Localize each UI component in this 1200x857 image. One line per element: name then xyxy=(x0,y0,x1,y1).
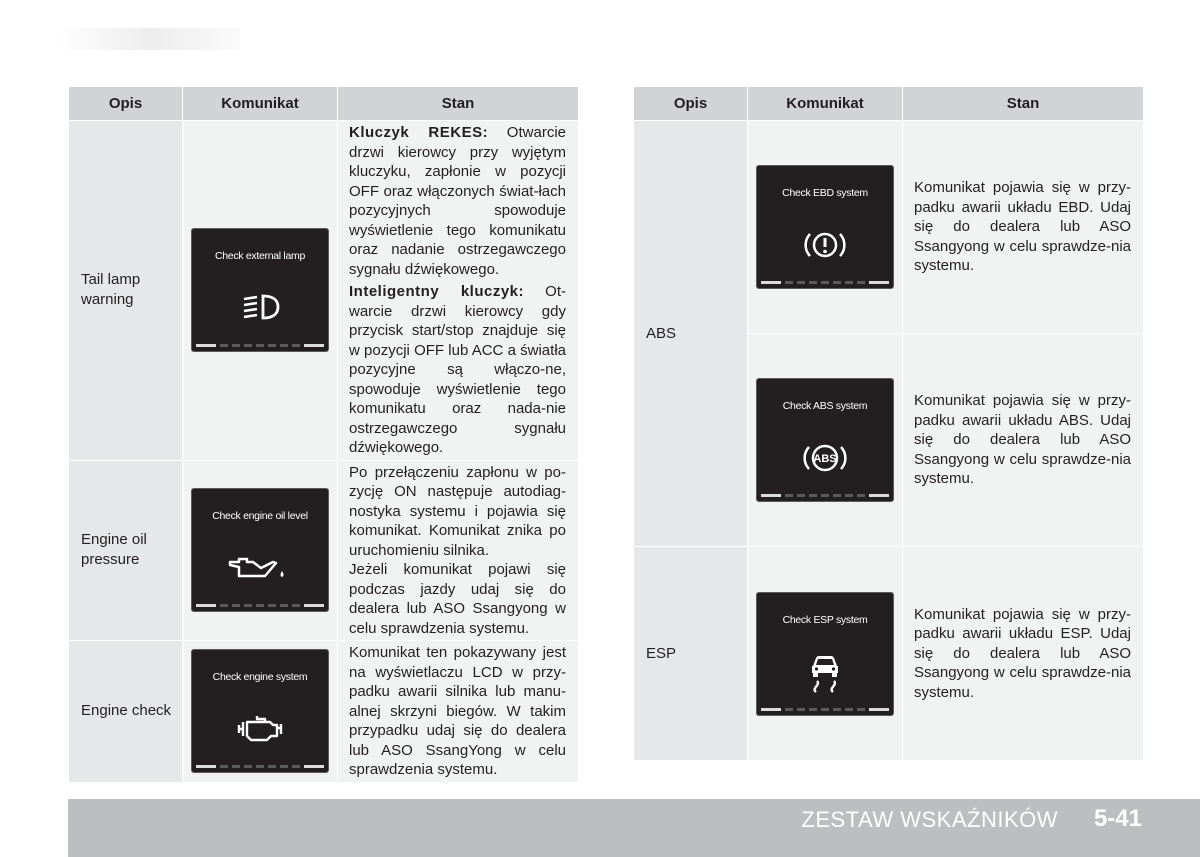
screen-message: Check external lamp xyxy=(214,250,305,263)
table-row xyxy=(634,121,1144,334)
lcd-message-screen xyxy=(191,228,329,352)
row-stan xyxy=(338,121,579,461)
left-warning-table xyxy=(68,86,579,783)
screen-message: Check ESP system xyxy=(782,613,868,626)
row-stan xyxy=(338,460,579,641)
screen-progress-bar xyxy=(761,494,889,497)
table-row xyxy=(69,460,579,641)
row-komunikat xyxy=(748,334,903,547)
stan-bold: Inteligentny kluczyk: xyxy=(349,283,525,300)
screen-progress-bar xyxy=(196,344,324,347)
row-stan xyxy=(338,641,579,783)
tail-lamp-icon xyxy=(192,291,328,327)
row-opis: ABS xyxy=(634,121,748,547)
row-stan: Komunikat pojawia się w przy-padku awarii układu ESP. Udaj się do dealera lub ASO Ssangyong w celu sprawdze-nia systemu. xyxy=(903,547,1144,761)
section-title: ZESTAW WSKAŹNIKÓW xyxy=(801,807,1058,832)
lcd-message-screen xyxy=(756,165,894,289)
page-footer xyxy=(68,799,1200,857)
lcd-message-screen xyxy=(191,488,329,612)
table-row xyxy=(69,641,579,783)
row-komunikat xyxy=(748,547,903,761)
screen-message: Check ABS system xyxy=(782,400,868,412)
table-row xyxy=(634,547,1144,761)
row-stan: Komunikat pojawia się w przy-padku awarii układu ABS. Udaj się do dealera lub ASO Ssangyong w celu sprawdze-nia systemu. xyxy=(903,334,1144,547)
header-komunikat: Komunikat xyxy=(183,87,338,121)
screen-message: Check engine system xyxy=(212,671,308,684)
header-opis: Opis xyxy=(634,87,748,121)
skidding-car-icon xyxy=(757,648,893,694)
row-komunikat xyxy=(183,460,338,641)
faded-header-mark xyxy=(60,28,240,50)
stan-paragraph xyxy=(349,282,566,458)
table-row xyxy=(69,121,579,461)
stan-paragraph: Komunikat ten pokazywany jest na wyświetlaczu LCD w przy-padku awarii silnika lub manu-alnej skrzyni biegów. W takim przypadku udaj się do dealera lub ASO SsangYong w celu sprawdzenia systemu. xyxy=(349,644,566,778)
lcd-message-screen xyxy=(756,592,894,716)
row-opis: ESP xyxy=(634,547,748,761)
table-header-row xyxy=(634,87,1144,121)
lcd-message-screen xyxy=(756,378,894,502)
stan-bold: Kluczyk REKES: xyxy=(349,124,489,141)
row-opis: Engine oil pressure xyxy=(69,460,183,641)
row-komunikat xyxy=(183,121,338,461)
screen-progress-bar xyxy=(761,708,889,711)
stan-paragraph: Jeżeli komunikat pojawi się podczas jazdy udaj się do dealera lub ASO Ssangyong w celu sprawdzenia systemu. xyxy=(349,561,566,637)
page-number: 5-41 xyxy=(1093,805,1142,832)
screen-progress-bar xyxy=(196,604,324,607)
svg-text:ABS: ABS xyxy=(813,453,837,465)
table-header-row xyxy=(69,87,579,121)
brake-warning-icon xyxy=(757,228,893,264)
row-komunikat xyxy=(183,641,338,783)
screen-progress-bar xyxy=(196,765,324,768)
oil-can-icon xyxy=(192,551,328,587)
header-opis: Opis xyxy=(69,87,183,121)
stan-text: Otwarcie drzwi kierowcy przy wyjętym kluczyku, zapłonie w pozycji OFF oraz włączonych świat-łach pozycyjnych spowoduje wyświetlenie tego komunikatu oraz nadanie ostrzegawczego sygnału dźwiękowego. xyxy=(349,124,566,278)
screen-message: Check EBD system xyxy=(782,187,868,199)
abs-icon xyxy=(757,441,893,477)
screen-progress-bar xyxy=(761,281,889,284)
right-warning-table xyxy=(633,86,1144,761)
row-komunikat xyxy=(748,121,903,334)
header-komunikat: Komunikat xyxy=(748,87,903,121)
stan-paragraph xyxy=(349,123,566,279)
row-opis: Tail lamp warning xyxy=(69,121,183,461)
lcd-message-screen xyxy=(191,649,329,773)
row-stan: Komunikat pojawia się w przy-padku awarii układu EBD. Udaj się do dealera lub ASO Ssangyong w celu sprawdze-nia systemu. xyxy=(903,121,1144,334)
stan-paragraph: Po przełączeniu zapłonu w po-zycję ON następuje autodiag-nostyka systemu i pojawia się komunikat. Komunikat znika po uruchomieniu silnika. xyxy=(349,463,566,559)
header-stan: Stan xyxy=(338,87,579,121)
stan-text: Ot-warcie drzwi kierowcy gdy przycisk start/stop znajduje się w pozycji OFF lub ACC a światła pozycyjne są włączo-ne, spowoduje wyświetlenie tego komunikatu oraz nada-nie ostrzegawczego sygnału dźwiękowego. xyxy=(349,283,566,456)
screen-message: Check engine oil level xyxy=(212,510,308,523)
row-opis: Engine check xyxy=(69,641,183,783)
engine-icon xyxy=(192,712,328,748)
header-stan: Stan xyxy=(903,87,1144,121)
